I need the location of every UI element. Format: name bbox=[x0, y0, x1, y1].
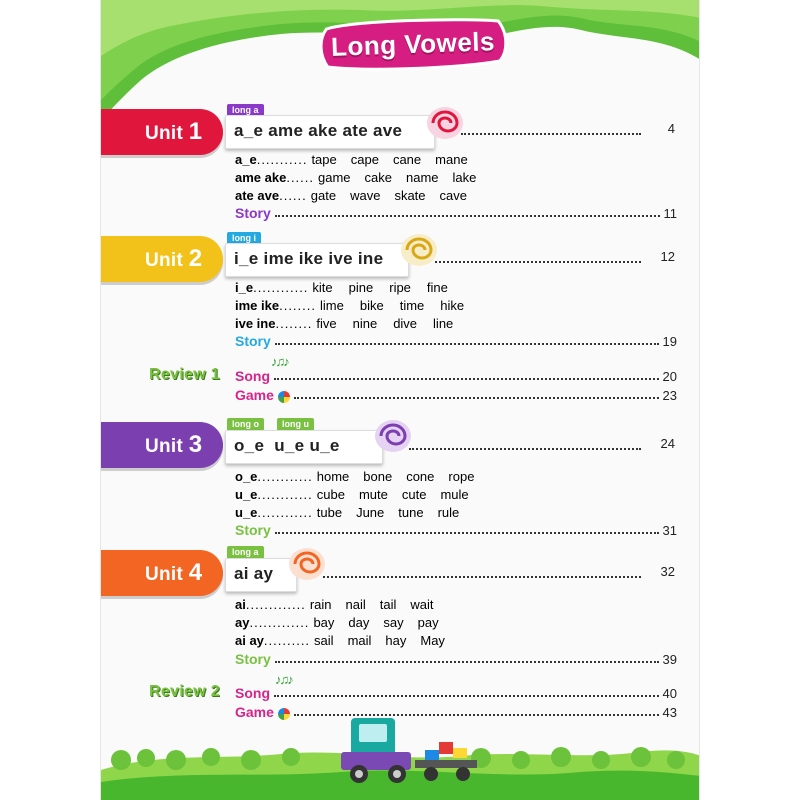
unit-3-tag-1: long o bbox=[227, 418, 264, 431]
unit-4-page: 32 bbox=[660, 564, 675, 579]
unit-1-row-3: ate ave ...... gate wave skate cave bbox=[235, 188, 467, 203]
unit-4-tab bbox=[101, 550, 223, 596]
unit-3-heading: o_e u_e u_e bbox=[234, 436, 340, 455]
page-title: Long Vowels bbox=[330, 25, 496, 62]
review-1-label: Review 1 bbox=[149, 366, 220, 383]
unit-2-row-3: ive ine ........ five nine dive line bbox=[235, 316, 454, 331]
unit-2-tag: long i bbox=[227, 232, 261, 245]
unit-number: 3 bbox=[188, 431, 203, 458]
review-2-song: Song 40 bbox=[235, 685, 677, 701]
unit-2-page: 12 bbox=[660, 249, 675, 264]
unit-3-heading-scroll bbox=[225, 430, 383, 464]
unit-label: Unit bbox=[145, 436, 184, 457]
unit-4-row-3: ai ay .......... sail mail hay May bbox=[235, 633, 445, 648]
unit-4-heading: ai ay bbox=[234, 564, 274, 583]
color-ball-icon bbox=[278, 708, 290, 720]
unit-3-row-2: u_e ............ cube mute cute mule bbox=[235, 487, 469, 502]
unit-1-row-1: a_e ........... tape cape cane mane bbox=[235, 152, 468, 167]
music-notes-icon: ♪♫♪ bbox=[271, 354, 288, 369]
unit-2-heading-scroll bbox=[225, 243, 409, 277]
unit-4-row-2: ay ............. bay day say pay bbox=[235, 615, 439, 630]
unit-2-row-1: i_e ............ kite pine ripe fine bbox=[235, 280, 448, 295]
unit-3-story: Story 31 bbox=[235, 522, 677, 538]
music-notes-icon: ♪♫♪ bbox=[275, 672, 292, 687]
unit-2-heading: i_e ime ike ive ine bbox=[234, 249, 384, 268]
review-2-label: Review 2 bbox=[149, 683, 220, 700]
unit-3-row-3: u_e ............ tube June tune rule bbox=[235, 505, 460, 520]
ribbon-scroll-icon bbox=[421, 103, 465, 145]
unit-3-row-1: o_e ............ home bone cone rope bbox=[235, 469, 475, 484]
unit-1-heading: a_e ame ake ate ave bbox=[234, 121, 403, 140]
ribbon-scroll-icon bbox=[283, 544, 327, 586]
unit-4-tag: long a bbox=[227, 546, 264, 559]
unit-2-story: Story 19 bbox=[235, 333, 677, 349]
unit-1-tag: long a bbox=[227, 104, 264, 117]
unit-3-tag-2: long u bbox=[277, 418, 314, 431]
color-ball-icon bbox=[278, 391, 290, 403]
review-1-song: Song 20 bbox=[235, 368, 677, 384]
review-1-game: Game 23 bbox=[235, 387, 677, 403]
unit-1-row-2: ame ake ...... game cake name lake bbox=[235, 170, 477, 185]
unit-1-page: 4 bbox=[667, 121, 675, 136]
unit-number: 2 bbox=[188, 245, 203, 272]
title-badge bbox=[316, 15, 510, 74]
unit-1-story: Story 11 bbox=[235, 205, 677, 221]
unit-label: Unit bbox=[145, 250, 184, 271]
unit-3-tab bbox=[101, 422, 223, 468]
unit-4-row-1: ai ............. rain nail tail wait bbox=[235, 597, 434, 612]
unit-label: Unit bbox=[145, 123, 184, 144]
unit-2-tab bbox=[101, 236, 223, 282]
ribbon-scroll-icon bbox=[369, 416, 413, 458]
unit-number: 4 bbox=[188, 559, 203, 586]
table-of-contents-page bbox=[100, 0, 700, 800]
unit-1-heading-scroll bbox=[225, 115, 435, 149]
ribbon-scroll-icon bbox=[395, 230, 439, 272]
unit-label: Unit bbox=[145, 564, 184, 585]
review-2-game: Game 43 bbox=[235, 704, 677, 720]
unit-1-tab bbox=[101, 109, 223, 155]
unit-3-page: 24 bbox=[660, 436, 675, 451]
unit-2-row-2: ime ike ........ lime bike time hike bbox=[235, 298, 465, 313]
unit-4-story: Story 39 bbox=[235, 651, 677, 667]
unit-number: 1 bbox=[188, 118, 203, 145]
